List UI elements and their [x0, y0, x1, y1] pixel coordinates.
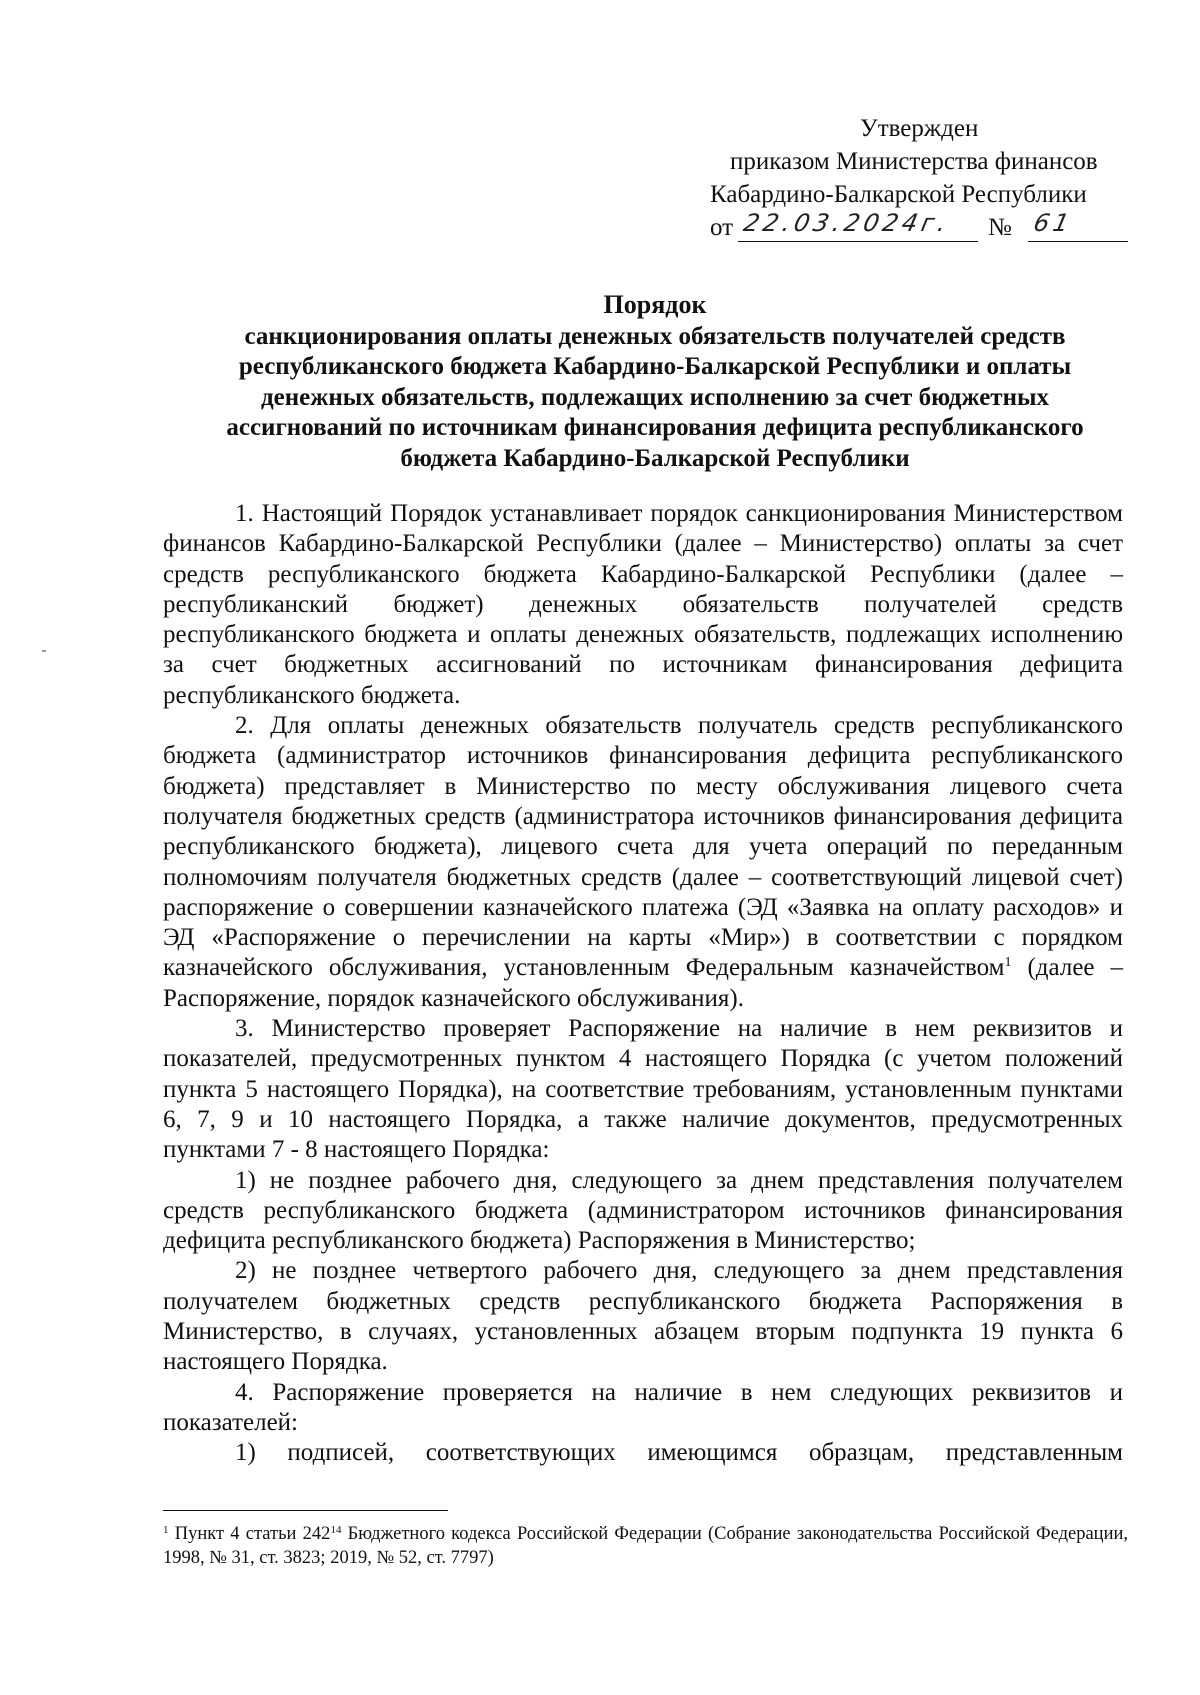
approval-date-number-line: [710, 211, 1140, 247]
paragraph-2: [163, 711, 1123, 1014]
number-sign: №: [988, 214, 1012, 241]
paragraph-2-tail: (далее – Распоряжение, порядок казначейского обслуживания).: [163, 954, 1123, 1012]
footnote-article-sup: 14: [330, 1524, 342, 1536]
footnote-text: Пункт 4 статьи 242: [168, 1524, 331, 1544]
footnote: [163, 1522, 1128, 1570]
paragraph-1: 1. Настоящий Порядок устанавливает порядок санкционирования Министерством финансов Кабардино-Балкарской Республики (далее – Министерство) оплаты за счет средств республиканского бюджета Кабардино-Балкарской Республики (далее – республиканский бюджет) денежных обязательств получателей средств республиканского бюджета и оплаты денежных обязательств, подлежащих исполнению за счет бюджетных ассигнований по источникам финансирования дефицита республиканского бюджета.: [163, 500, 1123, 709]
approval-republic-line: Кабардино-Балкарской Республики: [710, 181, 1087, 208]
handwritten-number: 61: [1031, 209, 1076, 237]
date-field: [738, 211, 978, 242]
footnote-ref[interactable]: 1: [1004, 955, 1012, 971]
document-title: [150, 290, 1160, 474]
paragraph-3: 3. Министерство проверяет Распоряжение на наличие в нем реквизитов и показателей, предусмотренных пунктом 4 настоящего Порядка (с учетом положений пункта 5 настоящего Порядка), на соответствие требованиям, установленным пунктами 6, 7, 9 и 10 настоящего Порядка, а также наличие документов, предусмотренных пунктами 7 - 8 настоящего Порядка:: [163, 1015, 1123, 1164]
document-body: [163, 499, 1123, 1469]
paragraph-3-item-2: 2) не позднее четвертого рабочего дня, следующего за днем представления получателем бюджетных средств республиканского бюджета Распоряжения в Министерство, в случаях, установленных абзацем вторым подпункта 19 пункта 6 настоящего Порядка.: [163, 1257, 1123, 1376]
footnote-marker: 1: [163, 1524, 169, 1536]
approval-block: [710, 112, 1140, 247]
title-line-5: бюджета Кабардино-Балкарской Республики: [400, 444, 910, 472]
paragraph-4-item-1: 1) подписей, соответствующих имеющимся образцам, представленным: [235, 1439, 1123, 1467]
handwritten-date: 22.03.2024г.: [741, 209, 953, 237]
title-heading: Порядок: [603, 290, 707, 319]
footnote-divider: [163, 1510, 448, 1511]
approval-order-line: приказом Министерства финансов: [730, 148, 1098, 175]
paragraph-2-text: 2. Для оплаты денежных обязательств получатель средств республиканского бюджета (администратор источников финансирования дефицита республиканского бюджета) представляет в Министерство по месту обслуживания лицевого счета получателя бюджетных средств (администратора источников финансирования дефицита республиканского бюджета), лицевого счета для учета операций по переданным полномочиям получателя бюджетных средств (далее – соответствующий лицевой счет) распоряжение о совершении казначейского платежа (ЭД «Заявка на оплату расходов» и ЭД «Распоряжение о перечислении на карты «Мир») в соответствии с порядком казначейского обслуживания, установленным Федеральным казначейством: [163, 712, 1123, 982]
scan-speck: [42, 650, 46, 652]
title-line-4: ассигнований по источникам финансирования дефицита республиканского: [226, 414, 1084, 441]
title-line-1: санкционирования оплаты денежных обязательств получателей средств: [244, 322, 1066, 350]
date-prefix: от: [710, 214, 734, 241]
footnote-text-tail: Бюджетного кодекса Российской Федерации (Собрание законодательства Российской Федерации, 1998, № 31, ст. 3823; 2019, № 52, ст. 7797): [163, 1524, 1129, 1568]
paragraph-4: 4. Распоряжение проверяется на наличие в нем следующих реквизитов и показателей:: [163, 1378, 1123, 1436]
number-field: [1028, 211, 1128, 242]
approval-label: Утвержден: [860, 115, 979, 142]
title-line-2: республиканского бюджета Кабардино-Балкарской Республики и оплаты: [238, 353, 1072, 380]
paragraph-3-item-1: 1) не позднее рабочего дня, следующего за днем представления получателем средств республиканского бюджета (администратором источников финансирования дефицита республиканского бюджета) Распоряжения в Министерство;: [163, 1166, 1123, 1255]
title-line-3: денежных обязательств, подлежащих исполнению за счет бюджетных: [261, 383, 1049, 411]
